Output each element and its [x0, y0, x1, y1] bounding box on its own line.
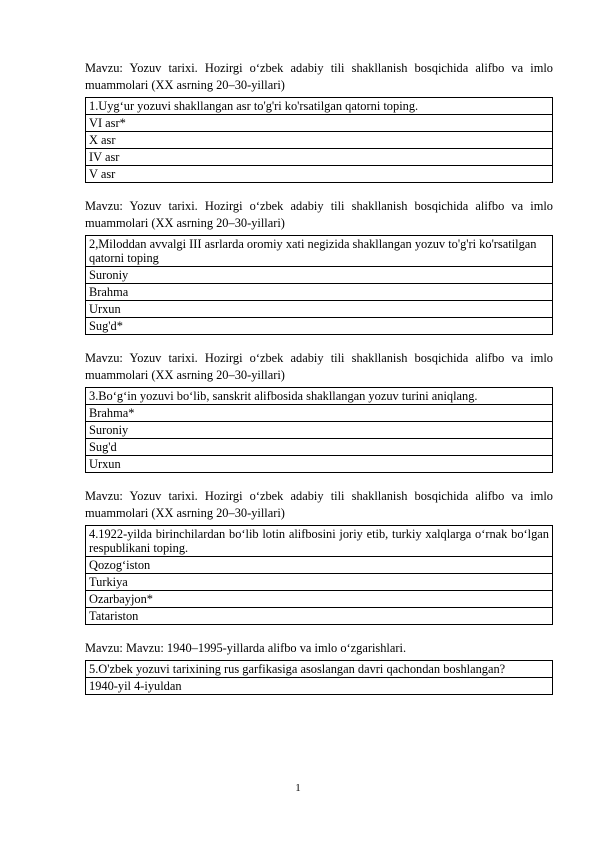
answer-option: Brahma*	[86, 405, 553, 422]
question-block-5	[85, 640, 553, 695]
answer-option: Turkiya	[86, 574, 553, 591]
question-block-3	[85, 350, 553, 473]
question-table	[85, 235, 553, 335]
answer-option: Brahma	[86, 284, 553, 301]
answer-option: Qozog‘iston	[86, 557, 553, 574]
question-text: 2,Miloddan avvalgi III asrlarda oromiy xati negizida shakllangan yozuv to'g'ri ko'rsatilgan qatorni toping	[86, 236, 553, 267]
page-content	[85, 60, 553, 710]
answer-option: Tatariston	[86, 608, 553, 625]
answer-option: Urxun	[86, 456, 553, 473]
answer-option: 1940-yil 4-iyuldan	[86, 678, 553, 695]
answer-option: Ozarbayjon*	[86, 591, 553, 608]
answer-option: V asr	[86, 166, 553, 183]
question-table	[85, 525, 553, 625]
answer-option: Urxun	[86, 301, 553, 318]
question-table	[85, 97, 553, 183]
answer-option: VI asr*	[86, 115, 553, 132]
answer-option: Suroniy	[86, 267, 553, 284]
topic-line: Mavzu: Yozuv tarixi. Hozirgi o‘zbek adabiy tili shakllanish bosqichida alifbo va imlo muammolari (XX asrning 20–30-yillari)	[85, 61, 553, 92]
question-text: 5.O'zbek yozuvi tarixining rus garfikasiga asoslangan davri qachondan boshlangan?	[86, 661, 553, 678]
question-block-2	[85, 198, 553, 335]
answer-option: Sug'd	[86, 439, 553, 456]
question-block-4	[85, 488, 553, 625]
question-table	[85, 660, 553, 695]
question-text: 4.1922-yilda birinchilardan bo‘lib lotin alifbosini joriy etib, turkiy xalqlarga o‘rnak bo‘lgan respublikani toping.	[86, 526, 553, 557]
topic-line: Mavzu: Yozuv tarixi. Hozirgi o‘zbek adabiy tili shakllanish bosqichida alifbo va imlo muammolari (XX asrning 20–30-yillari)	[85, 351, 553, 382]
question-text: 1.Uyg‘ur yozuvi shakllangan asr to'g'ri ko'rsatilgan qatorni toping.	[86, 98, 553, 115]
answer-option: Suroniy	[86, 422, 553, 439]
question-table	[85, 387, 553, 473]
topic-line: Mavzu: Yozuv tarixi. Hozirgi o‘zbek adabiy tili shakllanish bosqichida alifbo va imlo muammolari (XX asrning 20–30-yillari)	[85, 199, 553, 230]
question-text: 3.Bo‘g‘in yozuvi bo‘lib, sanskrit alifbosida shakllangan yozuv turini aniqlang.	[86, 388, 553, 405]
topic-line: Mavzu: Mavzu: 1940–1995-yillarda alifbo va imlo o‘zgarishlari.	[85, 641, 407, 655]
question-block-1	[85, 60, 553, 183]
topic-line: Mavzu: Yozuv tarixi. Hozirgi o‘zbek adabiy tili shakllanish bosqichida alifbo va imlo muammolari (XX asrning 20–30-yillari)	[85, 489, 553, 520]
answer-option: Sug'd*	[86, 318, 553, 335]
answer-option: X asr	[86, 132, 553, 149]
answer-option: IV asr	[86, 149, 553, 166]
page-number: 1	[295, 782, 301, 794]
